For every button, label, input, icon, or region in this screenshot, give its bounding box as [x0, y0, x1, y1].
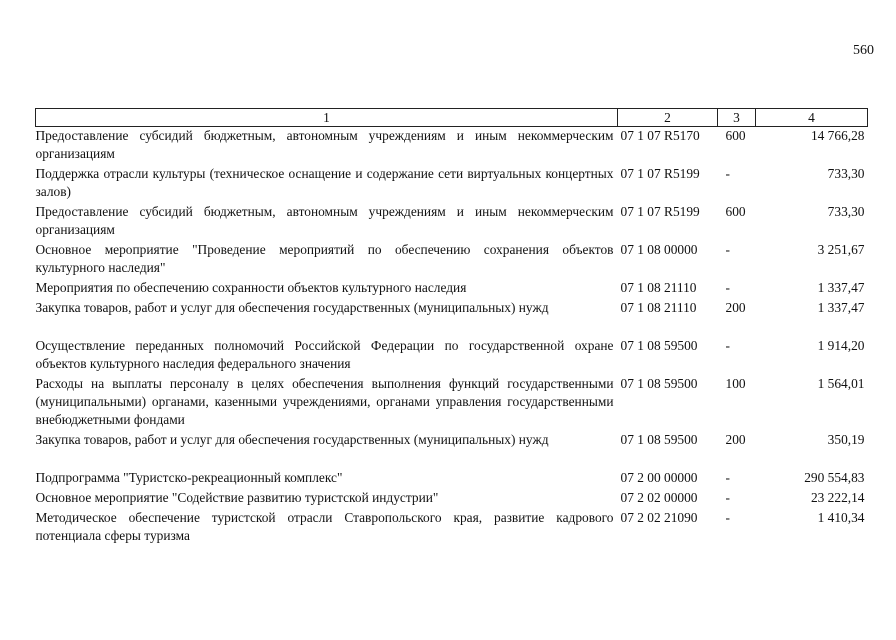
row-code: 07 1 07 R5199: [620, 204, 700, 219]
header-col-4: 4: [756, 109, 868, 127]
row-sum: 23 222,14: [810, 490, 865, 505]
header-col-3: 3: [718, 109, 756, 127]
row-sum: 733,30: [827, 166, 865, 181]
table-row: [36, 509, 868, 547]
row-sum: 1 914,20: [817, 338, 865, 353]
row-name: Методическое обеспечение туристской отрасли Ставропольского края, развитие кадрового потенциала сферы туризма: [35, 510, 614, 543]
row-sum: 1 337,47: [817, 280, 865, 295]
row-sum: 350,19: [827, 432, 865, 447]
row-vr: -: [725, 280, 730, 295]
row-vr: -: [725, 470, 730, 485]
row-name: Основное мероприятие "Содействие развитию туристской индустрии": [35, 490, 439, 505]
row-name: Закупка товаров, работ и услуг для обеспечения государственных (муниципальных) нужд: [35, 432, 549, 447]
row-vr: 200: [725, 432, 746, 447]
table-row: [36, 431, 868, 451]
table-row: [36, 469, 868, 489]
row-sum: 1 410,34: [817, 510, 865, 525]
table-spacer: [36, 319, 868, 337]
table-row: [36, 299, 868, 319]
row-vr: -: [725, 166, 730, 181]
page-number: 560: [853, 43, 874, 58]
table-header-row: [36, 109, 868, 127]
row-sum: 1 337,47: [817, 300, 865, 315]
row-code: 07 1 08 59500: [620, 432, 698, 447]
table-row: [36, 337, 868, 375]
row-name: Основное мероприятие "Проведение мероприятий по обеспечению сохранения объектов культурного наследия": [35, 242, 614, 275]
row-name: Поддержка отрасли культуры (техническое оснащение и содержание сети виртуальных концертных залов): [35, 166, 614, 199]
table-row: [36, 375, 868, 431]
row-name: Мероприятия по обеспечению сохранности объектов культурного наследия: [35, 280, 467, 295]
header-col-2: 2: [618, 109, 718, 127]
row-sum: 1 564,01: [817, 376, 865, 391]
row-vr: -: [725, 242, 730, 257]
row-sum: 290 554,83: [804, 470, 865, 485]
row-name: Закупка товаров, работ и услуг для обеспечения государственных (муниципальных) нужд: [35, 300, 549, 315]
row-code: 07 1 08 59500: [620, 338, 698, 353]
row-sum: 3 251,67: [817, 242, 865, 257]
row-vr: 600: [725, 204, 746, 219]
row-vr: -: [725, 510, 730, 525]
row-code: 07 2 02 00000: [620, 490, 698, 505]
row-code: 07 1 08 00000: [620, 242, 698, 257]
row-vr: 600: [725, 128, 746, 143]
row-code: 07 1 08 21110: [620, 280, 697, 295]
table-row: [36, 165, 868, 203]
row-name: Осуществление переданных полномочий Российской Федерации по государственной охране объектов культурного наследия федерального значения: [35, 338, 614, 371]
table-row: [36, 279, 868, 299]
row-vr: 200: [725, 300, 746, 315]
header-col-1: 1: [36, 109, 618, 127]
table-row: [36, 203, 868, 241]
table-row: [36, 489, 868, 509]
row-code: 07 2 00 00000: [620, 470, 698, 485]
row-sum: 14 766,28: [810, 128, 865, 143]
row-name: Предоставление субсидий бюджетным, автономным учреждениям и иным некоммерческим организациям: [35, 204, 614, 237]
table-row: [36, 127, 868, 166]
row-code: 07 1 07 R5170: [620, 128, 700, 143]
row-code: 07 1 08 59500: [620, 376, 698, 391]
row-vr: -: [725, 490, 730, 505]
table-spacer: [36, 451, 868, 469]
row-vr: -: [725, 338, 730, 353]
row-code: 07 1 07 R5199: [620, 166, 700, 181]
budget-table: [35, 108, 868, 547]
row-name: Предоставление субсидий бюджетным, автономным учреждениям и иным некоммерческим организациям: [35, 128, 614, 161]
row-code: 07 1 08 21110: [620, 300, 697, 315]
row-name: Расходы на выплаты персоналу в целях обеспечения выполнения функций государственными (муниципальными) органами, казенными учреждениями, органами управления государственными внебюджетными фондами: [35, 376, 614, 427]
row-code: 07 2 02 21090: [620, 510, 698, 525]
table-row: [36, 241, 868, 279]
row-vr: 100: [725, 376, 746, 391]
row-name: Подпрограмма "Туристско-рекреационный комплекс": [35, 470, 343, 485]
row-sum: 733,30: [827, 204, 865, 219]
